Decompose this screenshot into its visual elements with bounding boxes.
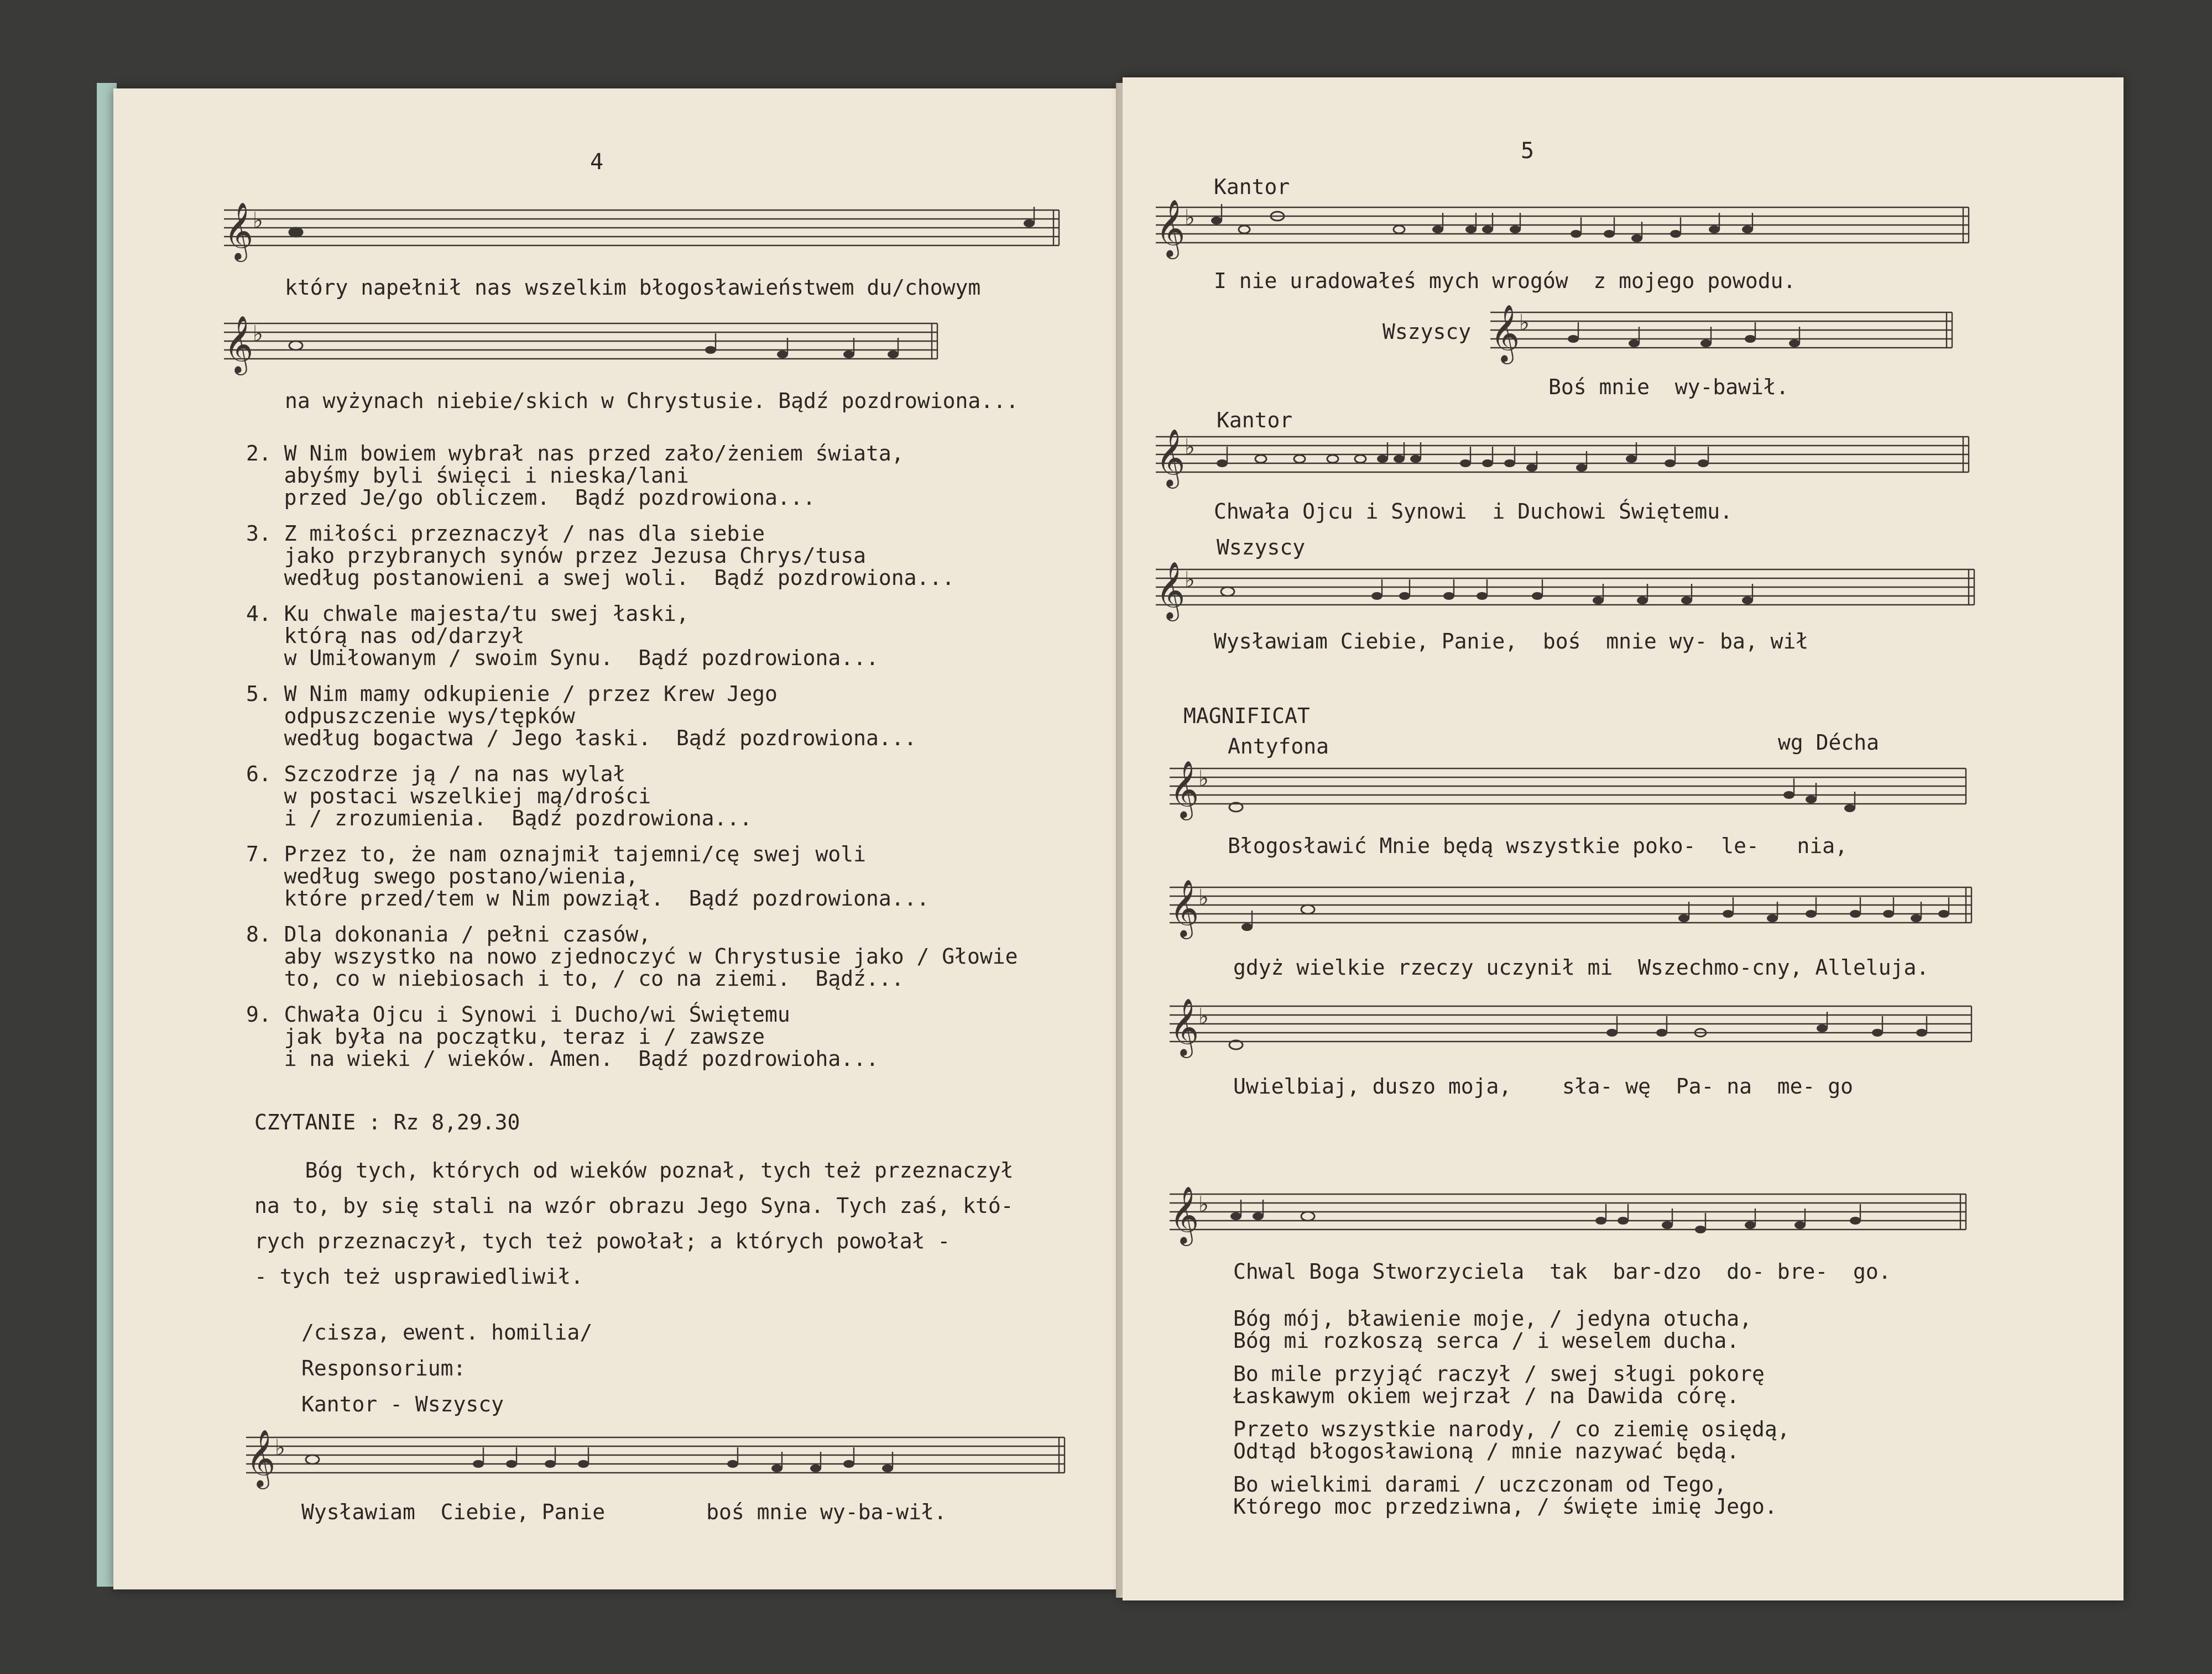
music-staff (1170, 995, 1999, 1056)
svg-text:𝄞: 𝄞 (224, 315, 254, 373)
svg-text:♭: ♭ (1198, 1004, 1209, 1029)
antyfona-label: Antyfona (1228, 734, 1329, 758)
left-page (113, 88, 1125, 1589)
music-staff (1170, 876, 1999, 937)
svg-text:𝄞: 𝄞 (246, 1429, 276, 1487)
text-line: I nie uradowałeś mych wrogów z mojego powodu. (1214, 269, 1796, 293)
page-number: 4 (590, 149, 604, 175)
verse: 8. Dla dokonania / pełni czasów, aby wszystko na nowo zjednoczyć w Chrystusie jako / Głowie to, co w niebiosach i to, / co na ziemi. Bądź... (246, 922, 1018, 991)
svg-text:♭: ♭ (1185, 205, 1195, 231)
verse: 4. Ku chwale majesta/tu swej łaski, którą nas od/darzył w Umiłowanym / swoim Synu. Bądź pozdrowiona... (246, 601, 879, 670)
text-line: Chwal Boga Stworzyciela tak bar-dzo do- bre- go. (1233, 1259, 1891, 1284)
svg-text:♭: ♭ (1185, 567, 1195, 593)
reading-text: Bóg tych, których od wieków poznał, tych też przeznaczył na to, by się stali na wzór obrazu Jego Syna. Tych zaś, któ- rych przeznaczył, tych też powołał; a których powołał - - tych też usprawiedliwił. (254, 1158, 1014, 1289)
music-staff (224, 312, 1065, 373)
svg-text:♭: ♭ (253, 321, 263, 347)
music-staff (1170, 757, 1999, 818)
page-number: 5 (1521, 138, 1535, 164)
music-staff (1156, 426, 1985, 486)
text-line: Wysławiam Ciebie, Panie, boś mnie wy- ba, wił (1214, 629, 1809, 653)
verse: 3. Z miłości przeznaczył / nas dla siebie jako przybranych synów przez Jezusa Chrys/tusa według postanowieni a swej woli. Bądź pozdrowiona... (246, 521, 955, 590)
silence-note: /cisza, ewent. homilia/ (301, 1320, 593, 1345)
stanza: Bo mile przyjąć raczył / swej sługi pokorę Łaskawym okiem wejrzał / na Dawida córę. (1233, 1362, 1765, 1408)
kantor-label: Kantor (1217, 408, 1293, 432)
svg-text:𝄞: 𝄞 (1170, 998, 1199, 1056)
music-staff (1490, 301, 1966, 362)
kantor-label: Kantor (1214, 175, 1290, 199)
text-line: Boś mnie wy-bawił. (1548, 375, 1789, 399)
composer-label: wg Décha (1778, 730, 1880, 755)
svg-text:𝄞: 𝄞 (1490, 304, 1520, 362)
text-line: Chwała Ojcu i Synowi i Duchowi Świętemu. (1214, 499, 1733, 524)
verse: 6. Szczodrze ją / na nas wylał w postaci wszelkiej mą/drości i / zrozumienia. Bądź pozdrowiona... (246, 762, 753, 830)
music-staff (246, 1426, 1087, 1487)
svg-text:𝄞: 𝄞 (1170, 879, 1199, 937)
section-title: MAGNIFICAT (1183, 704, 1310, 728)
svg-text:♭: ♭ (253, 208, 263, 233)
wszyscy-label: Wszyscy (1383, 320, 1472, 344)
stanza: Bóg mój, bławienie moje, / jedyna otucha, Bóg mi rozkoszą serca / i weselem ducha. (1233, 1306, 1752, 1353)
music-staff (1170, 1183, 1999, 1244)
response-text: Wysławiam Ciebie, Panie boś mnie wy-ba-wił. (301, 1500, 947, 1524)
reading-title: CZYTANIE : Rz 8,29.30 (254, 1110, 520, 1134)
svg-text:♭: ♭ (1198, 1192, 1209, 1217)
verse: 2. W Nim bowiem wybrał nas przed zało/żeniem świata, abyśmy byli święci i nieska/lani przed Je/go obliczem. Bądź pozdrowiona... (246, 441, 904, 510)
stanza: Przeto wszystkie narody, / co ziemię osiędą, Odtąd błogosławioną / mnie nazywać będą. (1233, 1417, 1790, 1463)
text-line: na wyżynach niebie/skich w Chrystusie. Bądź pozdrowiona... (285, 389, 1019, 413)
verse: 5. W Nim mamy odkupienie / przez Krew Jego odpuszczenie wys/tępków według bogactwa / Jego łaski. Bądź pozdrowiona... (246, 682, 917, 750)
svg-text:♭: ♭ (1519, 310, 1530, 336)
text-line: Błogosławić Mnie będą wszystkie poko- le- nia, (1228, 834, 1848, 858)
svg-text:𝄞: 𝄞 (1156, 199, 1186, 257)
right-page (1123, 77, 2124, 1600)
svg-text:𝄞: 𝄞 (1170, 1186, 1199, 1244)
text-line: który napełnił nas wszelkim błogosławieństwem du/chowym (285, 275, 981, 300)
svg-text:♭: ♭ (1198, 885, 1209, 911)
svg-text:𝄞: 𝄞 (1170, 760, 1199, 818)
kantor-wszyscy-label: Kantor - Wszyscy (301, 1392, 504, 1416)
text-line: gdyż wielkie rzeczy uczynił mi Wszechmo-cny, Alleluja. (1233, 955, 1929, 980)
music-staff (1156, 558, 1985, 619)
svg-text:♭: ♭ (275, 1435, 285, 1461)
svg-text:𝄞: 𝄞 (1156, 428, 1186, 486)
svg-text:𝄞: 𝄞 (1156, 561, 1186, 619)
wszyscy-label: Wszyscy (1217, 535, 1306, 559)
verse: 9. Chwała Ojcu i Synowi i Ducho/wi Świętemu jak była na początku, teraz i / zawsze i na wieki / wieków. Amen. Bądź pozdrowioha... (246, 1002, 879, 1071)
stanza: Bo wielkimi darami / uczczonam od Tego, Którego moc przedziwna, / święte imię Jego. (1233, 1472, 1777, 1519)
text-line: Uwielbiaj, duszo moja, sła- wę Pa- na me- go (1233, 1074, 1854, 1098)
svg-text:𝄞: 𝄞 (224, 202, 254, 260)
music-staff (1156, 196, 1985, 257)
responsorium-label: Responsorium: (301, 1356, 466, 1380)
verse: 7. Przez to, że nam oznajmił tajemni/cę swej woli według swego postano/wienia, które przed/tem w Nim powziął. Bądź pozdrowiona... (246, 842, 930, 911)
music-staff (224, 199, 1065, 260)
svg-text:♭: ♭ (1198, 766, 1209, 792)
svg-text:♭: ♭ (1185, 435, 1195, 460)
